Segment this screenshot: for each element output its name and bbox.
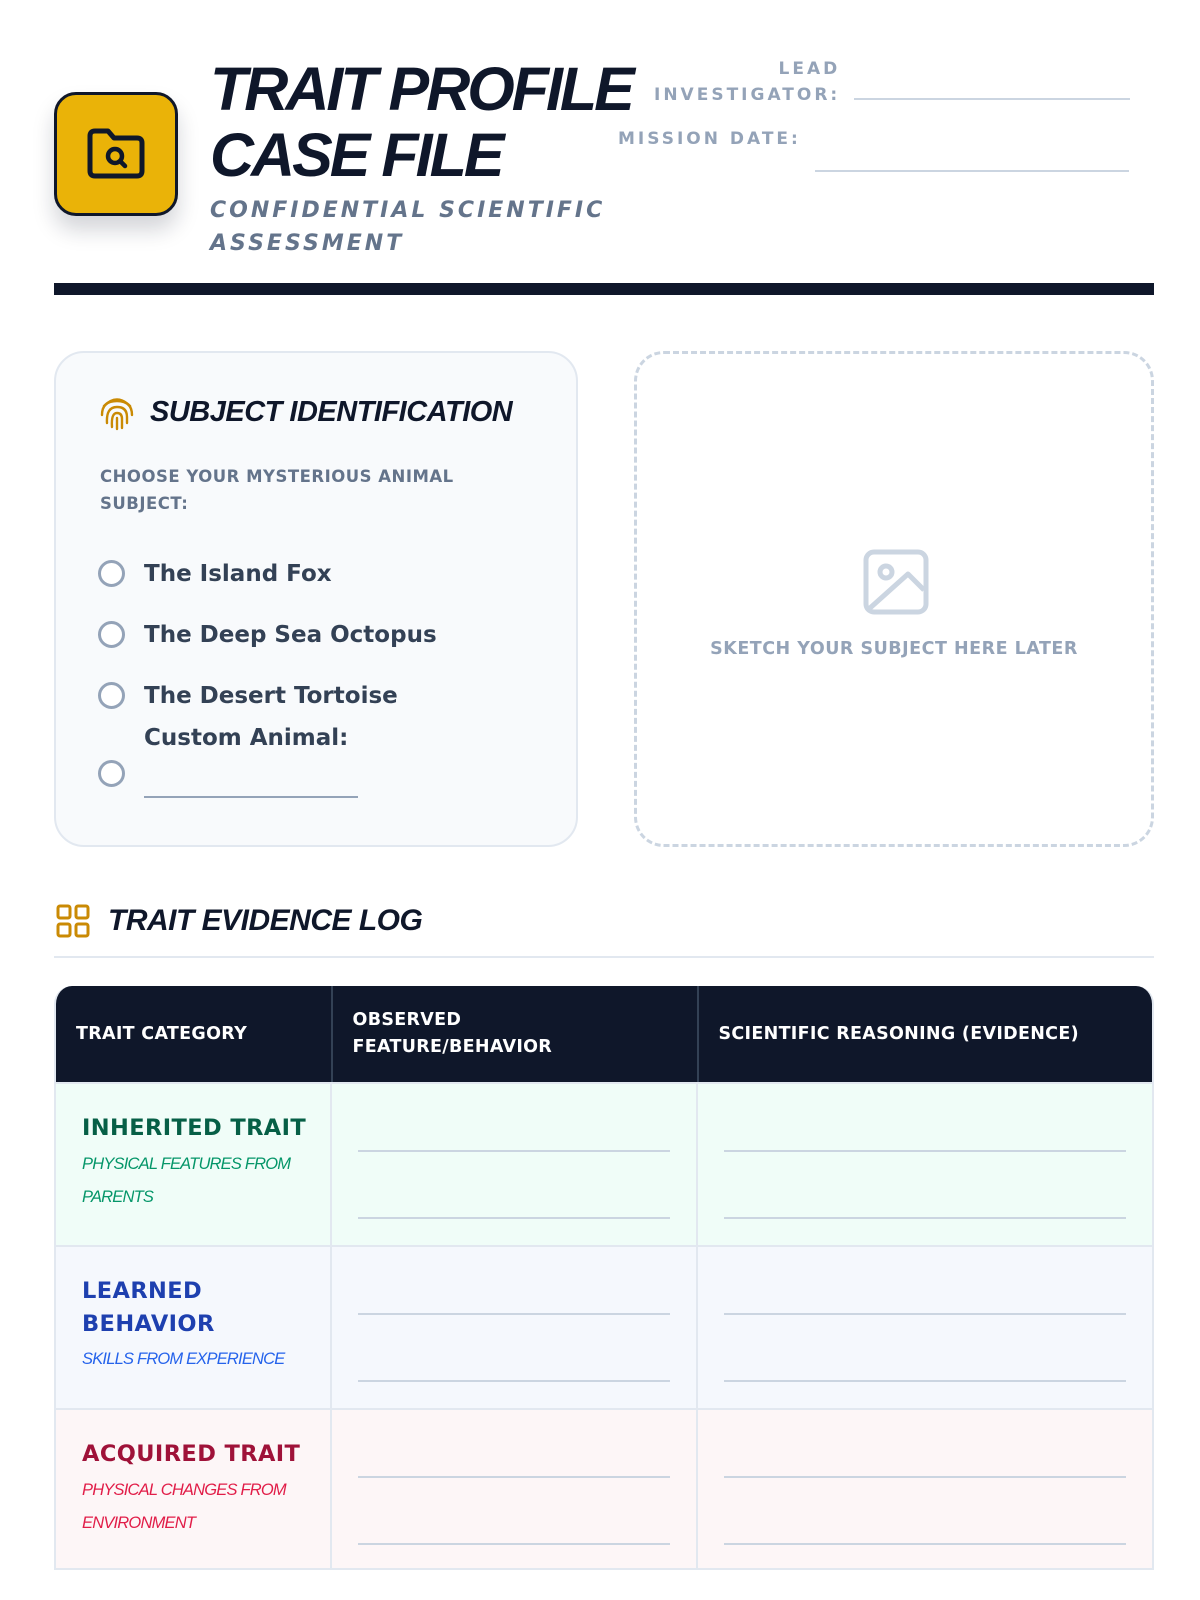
radio-button[interactable] <box>98 560 125 587</box>
header-divider <box>54 283 1154 295</box>
trait-category-cell <box>56 1247 330 1408</box>
choose-subject-prompt: CHOOSE YOUR MYSTERIOUS ANIMAL SUBJECT: <box>100 467 454 513</box>
radio-button[interactable] <box>98 621 125 648</box>
radio-button[interactable] <box>98 682 125 709</box>
title-line-1: TRAIT PROFILE <box>210 55 632 123</box>
write-line <box>358 1313 670 1315</box>
trait-category-description: PHYSICAL CHANGES FROM ENVIRONMENT <box>82 1481 286 1532</box>
folder-search-icon <box>84 126 148 182</box>
radio-button[interactable] <box>98 760 125 787</box>
title-line-2: CASE FILE <box>210 121 502 189</box>
trait-category-cell <box>56 1410 330 1570</box>
mission-date-label: MISSION DATE: <box>618 129 801 149</box>
observed-cell[interactable] <box>330 1084 696 1245</box>
table-row-acquired <box>56 1408 1152 1570</box>
trait-category-title: LEARNED BEHAVIOR <box>82 1278 215 1337</box>
lead-investigator-row <box>654 56 1130 108</box>
subject-option-custom[interactable] <box>98 725 398 805</box>
trait-category-description: PHYSICAL FEATURES FROM PARENTS <box>82 1155 291 1206</box>
column-header-trait-category: TRAIT CATEGORY <box>76 1023 248 1044</box>
column-header-observed <box>331 986 697 1082</box>
table-row-learned <box>56 1245 1152 1408</box>
image-placeholder-icon <box>862 548 930 616</box>
write-line <box>358 1150 670 1152</box>
subject-option-island-fox[interactable] <box>98 543 437 604</box>
write-line <box>724 1217 1126 1219</box>
custom-animal-label: Custom Animal: <box>144 725 349 751</box>
page-title <box>210 56 680 188</box>
observed-cell[interactable] <box>330 1410 696 1570</box>
column-header-reasoning: SCIENTIFIC REASONING (EVIDENCE) <box>697 986 1152 1082</box>
page-header <box>54 56 1154 256</box>
write-line <box>358 1380 670 1382</box>
trait-category-title: ACQUIRED TRAIT <box>82 1441 301 1467</box>
table-header <box>56 986 1152 1082</box>
page-subtitle: CONFIDENTIAL SCIENTIFIC ASSESSMENT <box>210 198 606 256</box>
option-label: The Deep Sea Octopus <box>144 621 437 648</box>
subject-heading-text: SUBJECT IDENTIFICATION <box>150 395 513 428</box>
grid-icon <box>56 904 90 938</box>
write-line <box>724 1543 1126 1545</box>
column-header-observed-text: OBSERVED FEATURE/BEHAVIOR <box>352 1010 553 1057</box>
subject-option-deep-sea-octopus[interactable] <box>98 604 437 665</box>
reasoning-cell[interactable] <box>696 1247 1152 1408</box>
write-line <box>358 1217 670 1219</box>
custom-animal-field[interactable] <box>144 796 358 798</box>
lead-investigator-label <box>654 56 840 108</box>
trait-log-heading-text: TRAIT EVIDENCE LOG <box>108 904 423 937</box>
reasoning-cell[interactable] <box>696 1084 1152 1245</box>
case-file-logo <box>54 92 178 216</box>
reasoning-cell[interactable] <box>696 1410 1152 1570</box>
trait-category-cell <box>56 1084 330 1245</box>
option-label: The Island Fox <box>144 560 332 587</box>
observed-cell[interactable] <box>330 1247 696 1408</box>
subject-options <box>98 543 437 726</box>
sketch-area[interactable] <box>634 351 1154 847</box>
mission-date-field[interactable] <box>815 170 1129 172</box>
subject-heading <box>98 393 512 431</box>
mission-date-row <box>618 126 1129 152</box>
trait-log-heading <box>56 904 422 938</box>
fingerprint-icon <box>98 393 136 431</box>
subject-option-desert-tortoise[interactable] <box>98 665 437 726</box>
write-line <box>724 1380 1126 1382</box>
subject-identification-card <box>54 351 578 847</box>
write-line <box>724 1476 1126 1478</box>
option-label: The Desert Tortoise <box>144 682 398 709</box>
trait-category-title: INHERITED TRAIT <box>82 1115 307 1141</box>
lead-label-line-2: INVESTIGATOR: <box>654 85 841 105</box>
write-line <box>724 1150 1126 1152</box>
write-line <box>358 1543 670 1545</box>
table-row-inherited <box>56 1082 1152 1245</box>
trait-log-divider <box>54 956 1154 958</box>
write-line <box>358 1476 670 1478</box>
write-line <box>724 1313 1126 1315</box>
sketch-caption: SKETCH YOUR SUBJECT HERE LATER <box>710 639 1078 659</box>
trait-category-description: SKILLS FROM EXPERIENCE <box>82 1350 285 1368</box>
trait-evidence-table <box>54 986 1154 1570</box>
lead-investigator-field[interactable] <box>854 98 1130 100</box>
lead-label-line-1: LEAD <box>778 59 841 79</box>
